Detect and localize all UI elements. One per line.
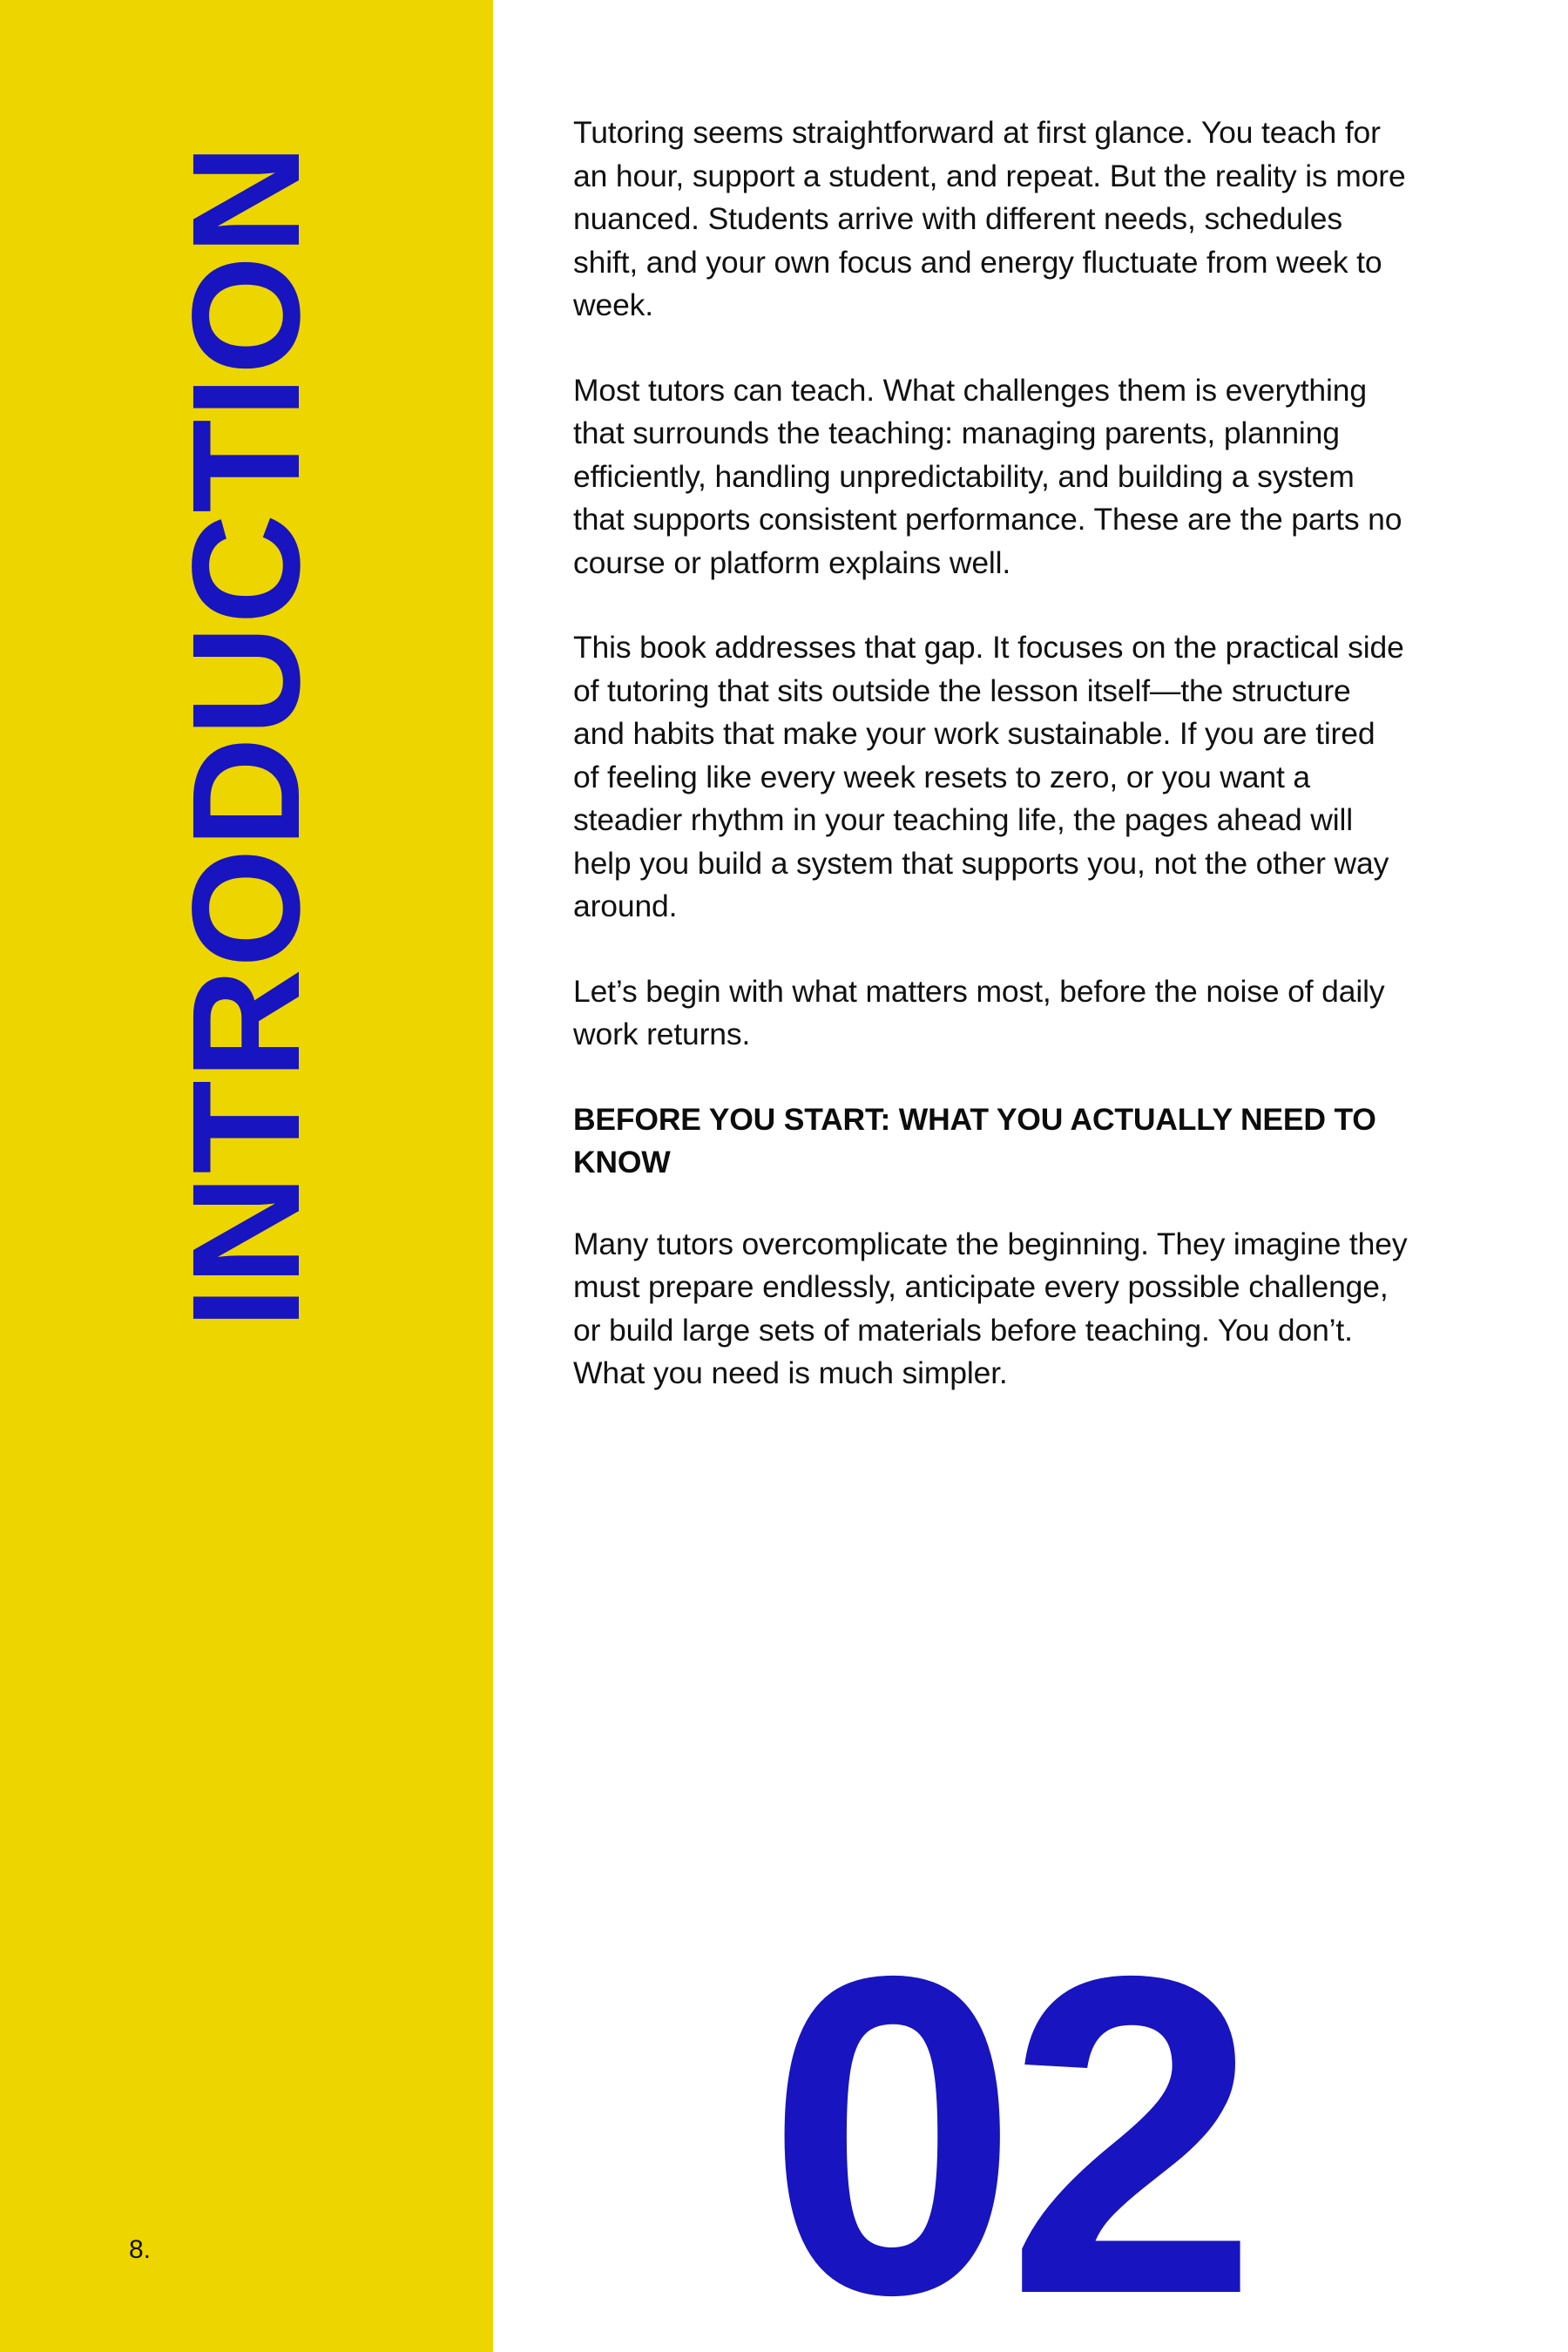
page-number: 8. — [129, 2235, 152, 2264]
body-paragraph: Let’s begin with what matters most, before the noise of daily work returns. — [573, 973, 1385, 1051]
body-paragraph: Many tutors overcomplicate the beginning. They imagine they must prepare endlessly, anticipate every possible challenge, or build large sets of materials before teaching. You don’t. What you need is much simpler. — [573, 1226, 1408, 1390]
body-paragraph: This book addresses that gap. It focuses on the practical side of tutoring that sits outside the lesson itself—the structure and habits that make your work sustainable. If you are tired of feeling like every week resets to zero, or you want a steadier rhythm in your teaching life, the pages ahead will help you build a system that supports you, not the other way around. — [573, 630, 1404, 923]
section-heading: BEFORE YOU START: WHAT YOU ACTUALLY NEED TO KNOW — [573, 1101, 1376, 1179]
body-text-column — [573, 112, 1408, 1396]
chapter-number-decoration: 02 — [767, 1882, 1247, 2352]
chapter-title-vertical: INTRODUCTION — [161, 143, 332, 1329]
body-paragraph: Tutoring seems straightforward at first glance. You teach for an hour, support a student, and repeat. But the reality is more nuanced. Students arrive with different needs, schedules shift, and your own focus and energy fluctuate from week to week. — [573, 115, 1406, 322]
sidebar-yellow-band — [0, 0, 493, 2352]
body-paragraph: Most tutors can teach. What challenges them is everything that surrounds the teaching: managing parents, planning efficiently, handling unpredictability, and building a system that supports consistent performance. These are the parts no course or platform explains well. — [573, 372, 1402, 580]
